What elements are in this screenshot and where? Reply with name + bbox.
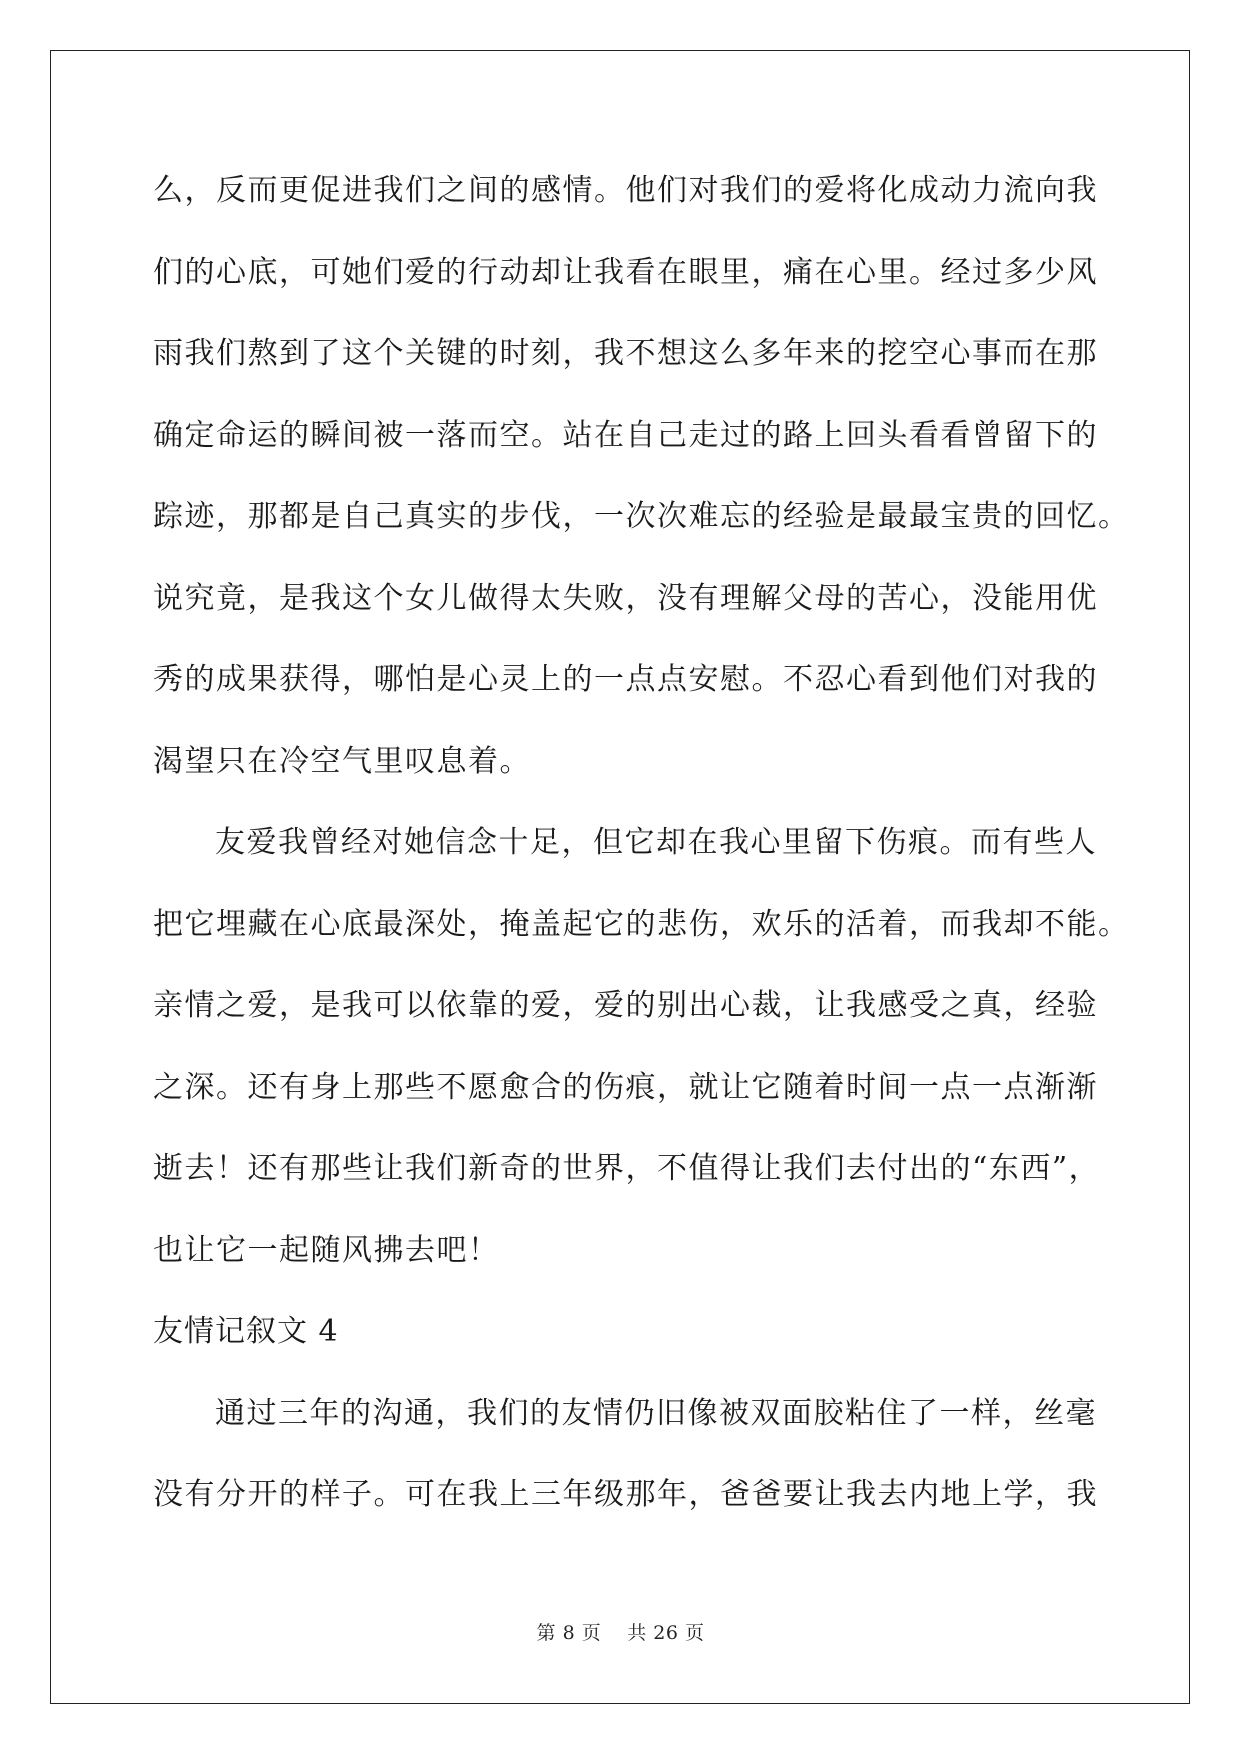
text-line: 么，反而更促进我们之间的感情。他们对我们的爱将化成动力流向我 [153, 173, 1098, 208]
document-body [153, 158, 1130, 1544]
section-heading: 友情记叙文 4 [153, 1314, 339, 1349]
text-line: 亲情之爱，是我可以依靠的爱，爱的别出心裁，让我感受之真，经验 [153, 988, 1098, 1023]
text-line: 秀的成果获得，哪怕是心灵上的一点点安慰。不忍心看到他们对我的 [153, 662, 1098, 697]
text-line: 逝去！还有那些让我们新奇的世界，不值得让我们去付出的“东西”， [153, 1151, 1101, 1186]
paragraph-start-line: 友爱我曾经对她信念十足，但它却在我心里留下伤痕。而有些人 [215, 825, 1097, 860]
text-line: 之深。还有身上那些不愿愈合的伤痕，就让它随着时间一点一点渐渐 [153, 1069, 1098, 1105]
paragraph-start-line: 通过三年的沟通，我们的友情仍旧像被双面胶粘住了一样，丝毫 [215, 1395, 1097, 1431]
total-pages: 共 26 页 [627, 1622, 705, 1644]
text-line: 把它埋藏在心底最深处，掩盖起它的悲伤，欢乐的活着，而我却不能。 [153, 906, 1130, 942]
text-line: 没有分开的样子。可在我上三年级那年，爸爸要让我去内地上学，我 [153, 1477, 1098, 1512]
text-line: 踪迹，那都是自己真实的步伐，一次次难忘的经验是最最宝贵的回忆。 [153, 499, 1130, 534]
page-footer [0, 1618, 1241, 1645]
text-line: 也让它一起随风拂去吧！ [153, 1232, 500, 1268]
text-line: 渴望只在冷空气里叹息着。 [153, 743, 531, 779]
text-line: 雨我们熬到了这个关键的时刻，我不想这么多年来的挖空心事而在那 [153, 336, 1098, 371]
page-number: 第 8 页 [536, 1622, 602, 1644]
text-line: 们的心底，可她们爱的行动却让我看在眼里，痛在心里。经过多少风 [153, 254, 1098, 290]
text-line: 说究竟，是我这个女儿做得太失败，没有理解父母的苦心，没能用优 [153, 580, 1098, 616]
text-line: 确定命运的瞬间被一落而空。站在自己走过的路上回头看看曾留下的 [153, 417, 1098, 453]
